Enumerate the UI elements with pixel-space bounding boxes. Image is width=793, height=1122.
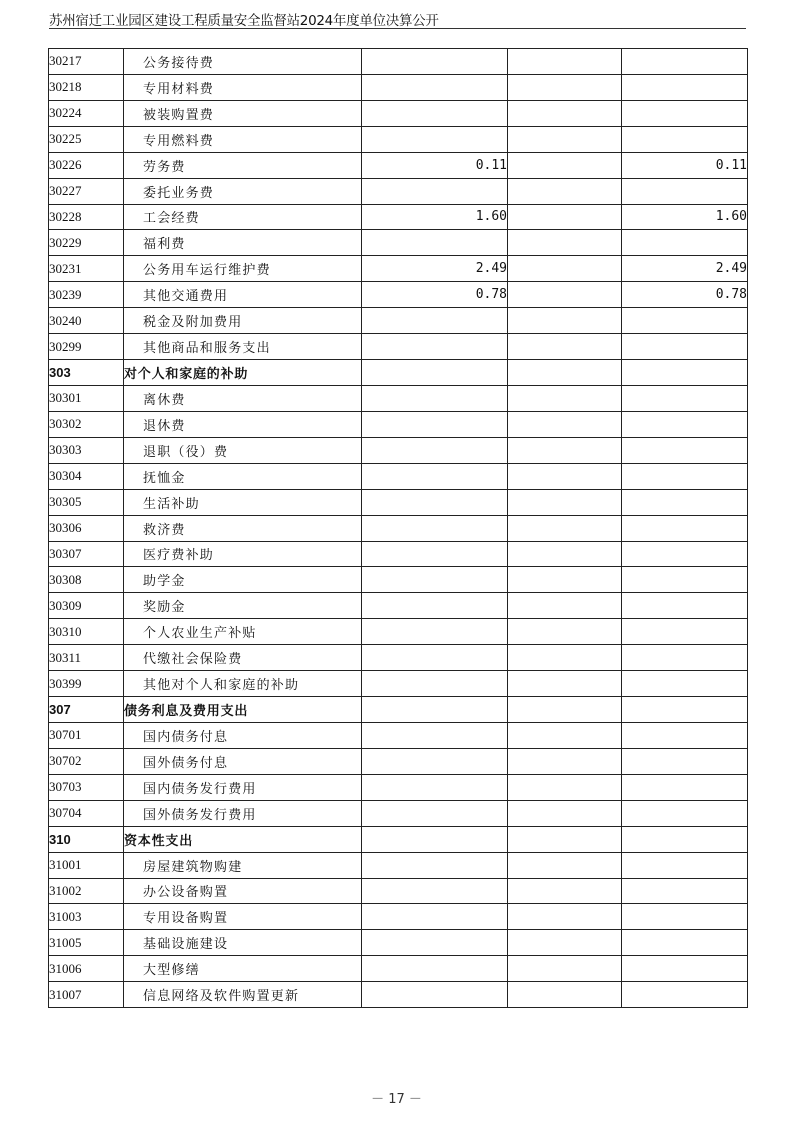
table-row xyxy=(49,230,748,256)
table-row xyxy=(49,282,748,308)
amount-cell-1 xyxy=(362,489,508,515)
table-row xyxy=(49,489,748,515)
page-number: － 17 － xyxy=(371,1092,422,1107)
amount-cell-2 xyxy=(508,541,622,567)
table-row-category xyxy=(49,697,748,723)
table-row-category xyxy=(49,826,748,852)
account-code-cell: 30240 xyxy=(49,308,124,334)
amount-cell-3 xyxy=(622,385,748,411)
account-code-cell: 310 xyxy=(49,826,124,852)
account-code-cell: 30703 xyxy=(49,774,124,800)
amount-cell-3 xyxy=(622,360,748,386)
amount-cell-2 xyxy=(508,385,622,411)
amount-cell-3 xyxy=(622,645,748,671)
amount-cell-1 xyxy=(362,800,508,826)
amount-cell-3 xyxy=(622,982,748,1008)
amount-cell-1 xyxy=(362,515,508,541)
amount-cell-2 xyxy=(508,515,622,541)
account-name-cell: 办公设备购置 xyxy=(124,878,362,904)
account-code-cell: 303 xyxy=(49,360,124,386)
account-code-cell: 30701 xyxy=(49,722,124,748)
account-name-cell: 国内债务发行费用 xyxy=(124,774,362,800)
amount-cell-1: 2.49 xyxy=(362,256,508,282)
amount-cell-1 xyxy=(362,463,508,489)
amount-cell-1: 0.11 xyxy=(362,152,508,178)
account-code-cell: 30311 xyxy=(49,645,124,671)
account-name-cell: 被装购置费 xyxy=(124,100,362,126)
account-name-cell: 其他对个人和家庭的补助 xyxy=(124,671,362,697)
amount-cell-3 xyxy=(622,126,748,152)
amount-cell-1 xyxy=(362,748,508,774)
account-code-cell: 30302 xyxy=(49,411,124,437)
table-row xyxy=(49,930,748,956)
amount-cell-3 xyxy=(622,100,748,126)
expenditure-table xyxy=(48,48,748,1008)
amount-cell-2 xyxy=(508,826,622,852)
account-name-cell: 奖励金 xyxy=(124,593,362,619)
account-name-cell: 救济费 xyxy=(124,515,362,541)
amount-cell-1 xyxy=(362,593,508,619)
account-name-cell: 国内债务付息 xyxy=(124,722,362,748)
account-name-cell: 信息网络及软件购置更新 xyxy=(124,982,362,1008)
account-code-cell: 30228 xyxy=(49,204,124,230)
account-name-cell: 基础设施建设 xyxy=(124,930,362,956)
amount-cell-3 xyxy=(622,308,748,334)
amount-cell-3 xyxy=(622,800,748,826)
amount-cell-1 xyxy=(362,308,508,334)
account-name-cell: 资本性支出 xyxy=(124,826,362,852)
table-row xyxy=(49,100,748,126)
amount-cell-2 xyxy=(508,152,622,178)
table-row xyxy=(49,152,748,178)
amount-cell-3 xyxy=(622,49,748,75)
account-name-cell: 房屋建筑物购建 xyxy=(124,852,362,878)
amount-cell-3 xyxy=(622,956,748,982)
amount-cell-2 xyxy=(508,956,622,982)
table-row xyxy=(49,74,748,100)
account-code-cell: 30309 xyxy=(49,593,124,619)
amount-cell-2 xyxy=(508,256,622,282)
account-name-cell: 公务接待费 xyxy=(124,49,362,75)
table-row xyxy=(49,567,748,593)
account-name-cell: 退休费 xyxy=(124,411,362,437)
table-row xyxy=(49,334,748,360)
amount-cell-2 xyxy=(508,230,622,256)
table-row xyxy=(49,256,748,282)
amount-cell-2 xyxy=(508,593,622,619)
amount-cell-3 xyxy=(622,697,748,723)
amount-cell-3: 0.78 xyxy=(622,282,748,308)
account-code-cell: 30299 xyxy=(49,334,124,360)
amount-cell-1 xyxy=(362,567,508,593)
amount-cell-2 xyxy=(508,671,622,697)
account-code-cell: 30226 xyxy=(49,152,124,178)
account-name-cell: 福利费 xyxy=(124,230,362,256)
amount-cell-3 xyxy=(622,671,748,697)
amount-cell-2 xyxy=(508,74,622,100)
amount-cell-2 xyxy=(508,204,622,230)
amount-cell-3 xyxy=(622,567,748,593)
table-row xyxy=(49,800,748,826)
amount-cell-2 xyxy=(508,308,622,334)
account-code-cell: 30225 xyxy=(49,126,124,152)
account-code-cell: 30704 xyxy=(49,800,124,826)
account-code-cell: 31003 xyxy=(49,904,124,930)
account-name-cell: 税金及附加费用 xyxy=(124,308,362,334)
account-name-cell: 大型修缮 xyxy=(124,956,362,982)
account-name-cell: 其他交通费用 xyxy=(124,282,362,308)
account-code-cell: 30227 xyxy=(49,178,124,204)
amount-cell-1: 1.60 xyxy=(362,204,508,230)
amount-cell-3 xyxy=(622,411,748,437)
table-body xyxy=(49,49,748,1008)
account-name-cell: 专用设备购置 xyxy=(124,904,362,930)
account-name-cell: 代缴社会保险费 xyxy=(124,645,362,671)
table-row xyxy=(49,878,748,904)
amount-cell-2 xyxy=(508,982,622,1008)
amount-cell-3 xyxy=(622,619,748,645)
table-row xyxy=(49,411,748,437)
amount-cell-1 xyxy=(362,74,508,100)
amount-cell-1 xyxy=(362,385,508,411)
table-row xyxy=(49,956,748,982)
account-code-cell: 31002 xyxy=(49,878,124,904)
table-row xyxy=(49,437,748,463)
account-code-cell: 30303 xyxy=(49,437,124,463)
account-code-cell: 31001 xyxy=(49,852,124,878)
amount-cell-1 xyxy=(362,671,508,697)
amount-cell-2 xyxy=(508,748,622,774)
table-row xyxy=(49,748,748,774)
amount-cell-1 xyxy=(362,645,508,671)
account-name-cell: 国外债务付息 xyxy=(124,748,362,774)
account-name-cell: 生活补助 xyxy=(124,489,362,515)
account-name-cell: 公务用车运行维护费 xyxy=(124,256,362,282)
amount-cell-2 xyxy=(508,178,622,204)
account-code-cell: 30399 xyxy=(49,671,124,697)
account-code-cell: 30224 xyxy=(49,100,124,126)
account-code-cell: 30218 xyxy=(49,74,124,100)
amount-cell-2 xyxy=(508,800,622,826)
amount-cell-2 xyxy=(508,697,622,723)
account-name-cell: 专用燃料费 xyxy=(124,126,362,152)
amount-cell-1 xyxy=(362,360,508,386)
amount-cell-1 xyxy=(362,178,508,204)
amount-cell-2 xyxy=(508,619,622,645)
account-name-cell: 个人农业生产补贴 xyxy=(124,619,362,645)
table-row xyxy=(49,774,748,800)
account-name-cell: 助学金 xyxy=(124,567,362,593)
amount-cell-2 xyxy=(508,49,622,75)
table-row xyxy=(49,722,748,748)
account-name-cell: 退职（役）费 xyxy=(124,437,362,463)
account-code-cell: 30231 xyxy=(49,256,124,282)
account-name-cell: 债务利息及费用支出 xyxy=(124,697,362,723)
amount-cell-1 xyxy=(362,956,508,982)
amount-cell-1 xyxy=(362,826,508,852)
document-header: 苏州宿迁工业园区建设工程质量安全监督站2024年度单位决算公开 xyxy=(49,13,439,29)
amount-cell-3: 2.49 xyxy=(622,256,748,282)
amount-cell-2 xyxy=(508,437,622,463)
table-row xyxy=(49,593,748,619)
amount-cell-1 xyxy=(362,878,508,904)
amount-cell-3 xyxy=(622,74,748,100)
amount-cell-3 xyxy=(622,748,748,774)
table-row xyxy=(49,671,748,697)
amount-cell-3 xyxy=(622,722,748,748)
account-code-cell: 31005 xyxy=(49,930,124,956)
table-row xyxy=(49,852,748,878)
amount-cell-2 xyxy=(508,774,622,800)
account-code-cell: 31006 xyxy=(49,956,124,982)
amount-cell-2 xyxy=(508,334,622,360)
table-row xyxy=(49,515,748,541)
amount-cell-2 xyxy=(508,489,622,515)
amount-cell-3 xyxy=(622,437,748,463)
amount-cell-1 xyxy=(362,411,508,437)
amount-cell-2 xyxy=(508,360,622,386)
account-name-cell: 离休费 xyxy=(124,385,362,411)
table-row xyxy=(49,982,748,1008)
amount-cell-3 xyxy=(622,541,748,567)
amount-cell-2 xyxy=(508,282,622,308)
amount-cell-2 xyxy=(508,930,622,956)
amount-cell-1 xyxy=(362,722,508,748)
account-name-cell: 对个人和家庭的补助 xyxy=(124,360,362,386)
amount-cell-1 xyxy=(362,334,508,360)
amount-cell-1 xyxy=(362,697,508,723)
account-name-cell: 国外债务发行费用 xyxy=(124,800,362,826)
table-row xyxy=(49,463,748,489)
amount-cell-3 xyxy=(622,515,748,541)
account-code-cell: 30304 xyxy=(49,463,124,489)
table-row xyxy=(49,178,748,204)
account-code-cell: 30702 xyxy=(49,748,124,774)
amount-cell-2 xyxy=(508,100,622,126)
amount-cell-2 xyxy=(508,463,622,489)
account-code-cell: 31007 xyxy=(49,982,124,1008)
table-row xyxy=(49,541,748,567)
amount-cell-3 xyxy=(622,930,748,956)
amount-cell-1 xyxy=(362,49,508,75)
amount-cell-2 xyxy=(508,411,622,437)
amount-cell-3 xyxy=(622,489,748,515)
amount-cell-3: 1.60 xyxy=(622,204,748,230)
account-name-cell: 委托业务费 xyxy=(124,178,362,204)
amount-cell-3 xyxy=(622,878,748,904)
amount-cell-3 xyxy=(622,826,748,852)
table-row xyxy=(49,904,748,930)
amount-cell-3 xyxy=(622,334,748,360)
amount-cell-2 xyxy=(508,722,622,748)
account-name-cell: 专用材料费 xyxy=(124,74,362,100)
account-name-cell: 工会经费 xyxy=(124,204,362,230)
amount-cell-3 xyxy=(622,178,748,204)
amount-cell-2 xyxy=(508,645,622,671)
account-name-cell: 其他商品和服务支出 xyxy=(124,334,362,360)
table-row xyxy=(49,126,748,152)
amount-cell-3 xyxy=(622,593,748,619)
account-code-cell: 30307 xyxy=(49,541,124,567)
table-row xyxy=(49,204,748,230)
table-row xyxy=(49,49,748,75)
table-row xyxy=(49,619,748,645)
table-row xyxy=(49,308,748,334)
account-name-cell: 医疗费补助 xyxy=(124,541,362,567)
amount-cell-2 xyxy=(508,126,622,152)
header-rule xyxy=(49,28,746,29)
amount-cell-2 xyxy=(508,567,622,593)
amount-cell-3 xyxy=(622,230,748,256)
table-row xyxy=(49,645,748,671)
amount-cell-2 xyxy=(508,904,622,930)
amount-cell-1 xyxy=(362,541,508,567)
account-name-cell: 抚恤金 xyxy=(124,463,362,489)
amount-cell-1 xyxy=(362,619,508,645)
amount-cell-3 xyxy=(622,463,748,489)
table-row-category xyxy=(49,360,748,386)
account-code-cell: 30310 xyxy=(49,619,124,645)
account-code-cell: 30305 xyxy=(49,489,124,515)
amount-cell-3 xyxy=(622,904,748,930)
amount-cell-1 xyxy=(362,930,508,956)
amount-cell-1 xyxy=(362,126,508,152)
account-code-cell: 30301 xyxy=(49,385,124,411)
table-row xyxy=(49,385,748,411)
account-code-cell: 30306 xyxy=(49,515,124,541)
account-code-cell: 30239 xyxy=(49,282,124,308)
amount-cell-1 xyxy=(362,852,508,878)
account-code-cell: 30308 xyxy=(49,567,124,593)
amount-cell-2 xyxy=(508,878,622,904)
amount-cell-2 xyxy=(508,852,622,878)
amount-cell-1 xyxy=(362,774,508,800)
amount-cell-1 xyxy=(362,100,508,126)
amount-cell-3: 0.11 xyxy=(622,152,748,178)
account-code-cell: 307 xyxy=(49,697,124,723)
amount-cell-3 xyxy=(622,852,748,878)
amount-cell-1 xyxy=(362,982,508,1008)
amount-cell-1 xyxy=(362,230,508,256)
amount-cell-1 xyxy=(362,904,508,930)
amount-cell-1: 0.78 xyxy=(362,282,508,308)
amount-cell-1 xyxy=(362,437,508,463)
amount-cell-3 xyxy=(622,774,748,800)
account-code-cell: 30217 xyxy=(49,49,124,75)
account-name-cell: 劳务费 xyxy=(124,152,362,178)
account-code-cell: 30229 xyxy=(49,230,124,256)
